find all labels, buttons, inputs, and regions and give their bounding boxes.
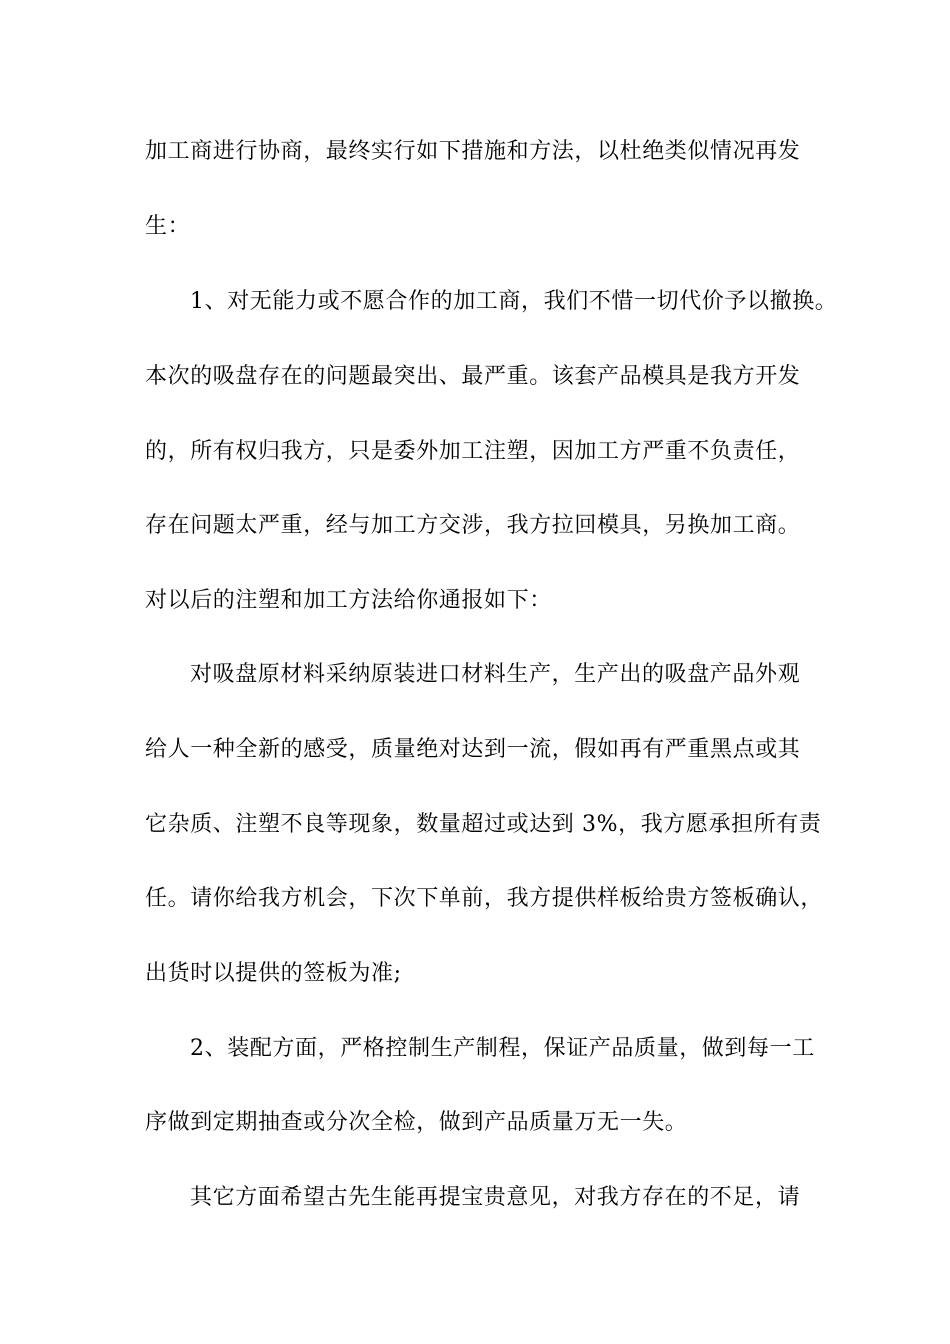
text-line: 对以后的注塑和加工方法给你通报如下： [145, 588, 552, 613]
text-line: 2、装配方面，严格控制生产制程，保证产品质量，做到每一工 [190, 1036, 815, 1061]
text-line: 存在问题太严重，经与加工方交涉，我方拉回模具，另换加工商。 [145, 513, 801, 538]
text-line: 生： [145, 214, 191, 239]
text-line: 的，所有权归我方，只是委外加工注塑，因加工方严重不负责任， [145, 439, 801, 464]
text-line: 1、对无能力或不愿合作的加工商，我们不惜一切代价予以撤换。 [190, 289, 838, 314]
text-line: 它杂质、注塑不良等现象，数量超过或达到 3%，我方愿承担所有责 [145, 812, 822, 837]
text-line: 序做到定期抽查或分次全检，做到产品质量万无一失。 [145, 1110, 688, 1135]
text-line: 给人一种全新的感受，质量绝对达到一流，假如再有严重黑点或其 [145, 737, 801, 762]
text-line: 其它方面希望古先生能再提宝贵意见，对我方存在的不足，请 [190, 1185, 801, 1210]
text-line: 出货时以提供的签板为准; [145, 961, 402, 986]
text-line: 加工商进行协商，最终实行如下措施和方法，以杜绝类似情况再发 [145, 139, 801, 164]
text-line: 本次的吸盘存在的问题最突出、最严重。该套产品模具是我方开发 [145, 364, 801, 389]
text-line: 任。请你给我方机会，下次下单前，我方提供样板给贵方签板确认， [145, 886, 824, 911]
text-line: 对吸盘原材料采纳原装进口材料生产，生产出的吸盘产品外观 [190, 662, 801, 687]
